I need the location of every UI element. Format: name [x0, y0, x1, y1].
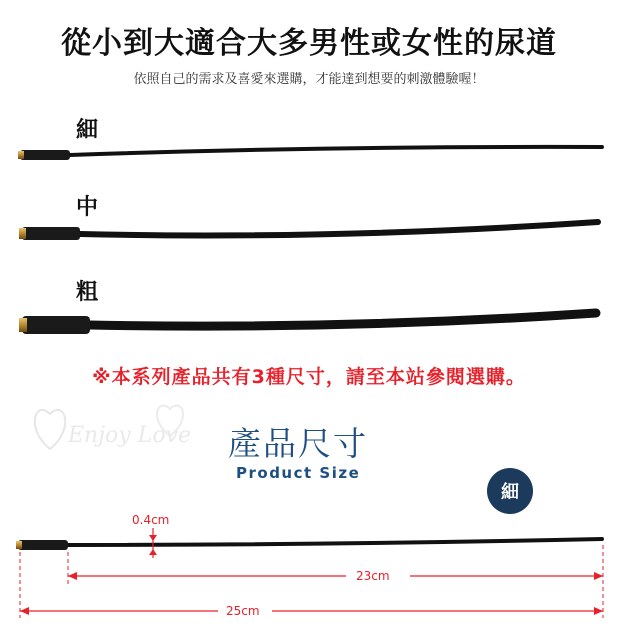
- rod-medium: [19, 222, 598, 240]
- section-subtitle: Product Size: [236, 464, 361, 482]
- rod-thin: [18, 147, 602, 160]
- section-title: 產品尺寸: [228, 424, 368, 463]
- rod-spec: [16, 539, 602, 550]
- inner-length-label: 23cm: [356, 569, 390, 583]
- headline: 從小到大適合大多男性或女性的尿道: [61, 26, 557, 61]
- watermark-logo: [30, 394, 230, 484]
- notice-text: ※本系列產品共有3種尺寸，請至本站參閱選購。: [92, 366, 526, 388]
- size-label-thick: 粗: [76, 280, 99, 305]
- total-length-label: 25cm: [226, 604, 260, 618]
- watermark-text: Enjoy Love: [68, 423, 192, 448]
- dimension-lines: [20, 545, 603, 618]
- subheadline: 依照自己的需求及喜愛來選購，才能達到想要的刺激體驗喔！: [133, 72, 485, 87]
- diameter-label: 0.4cm: [132, 513, 170, 527]
- rod-thick: [19, 313, 596, 334]
- size-badge: 細: [487, 468, 533, 514]
- size-label-medium: 中: [76, 195, 99, 220]
- size-label-thin: 細: [76, 118, 99, 143]
